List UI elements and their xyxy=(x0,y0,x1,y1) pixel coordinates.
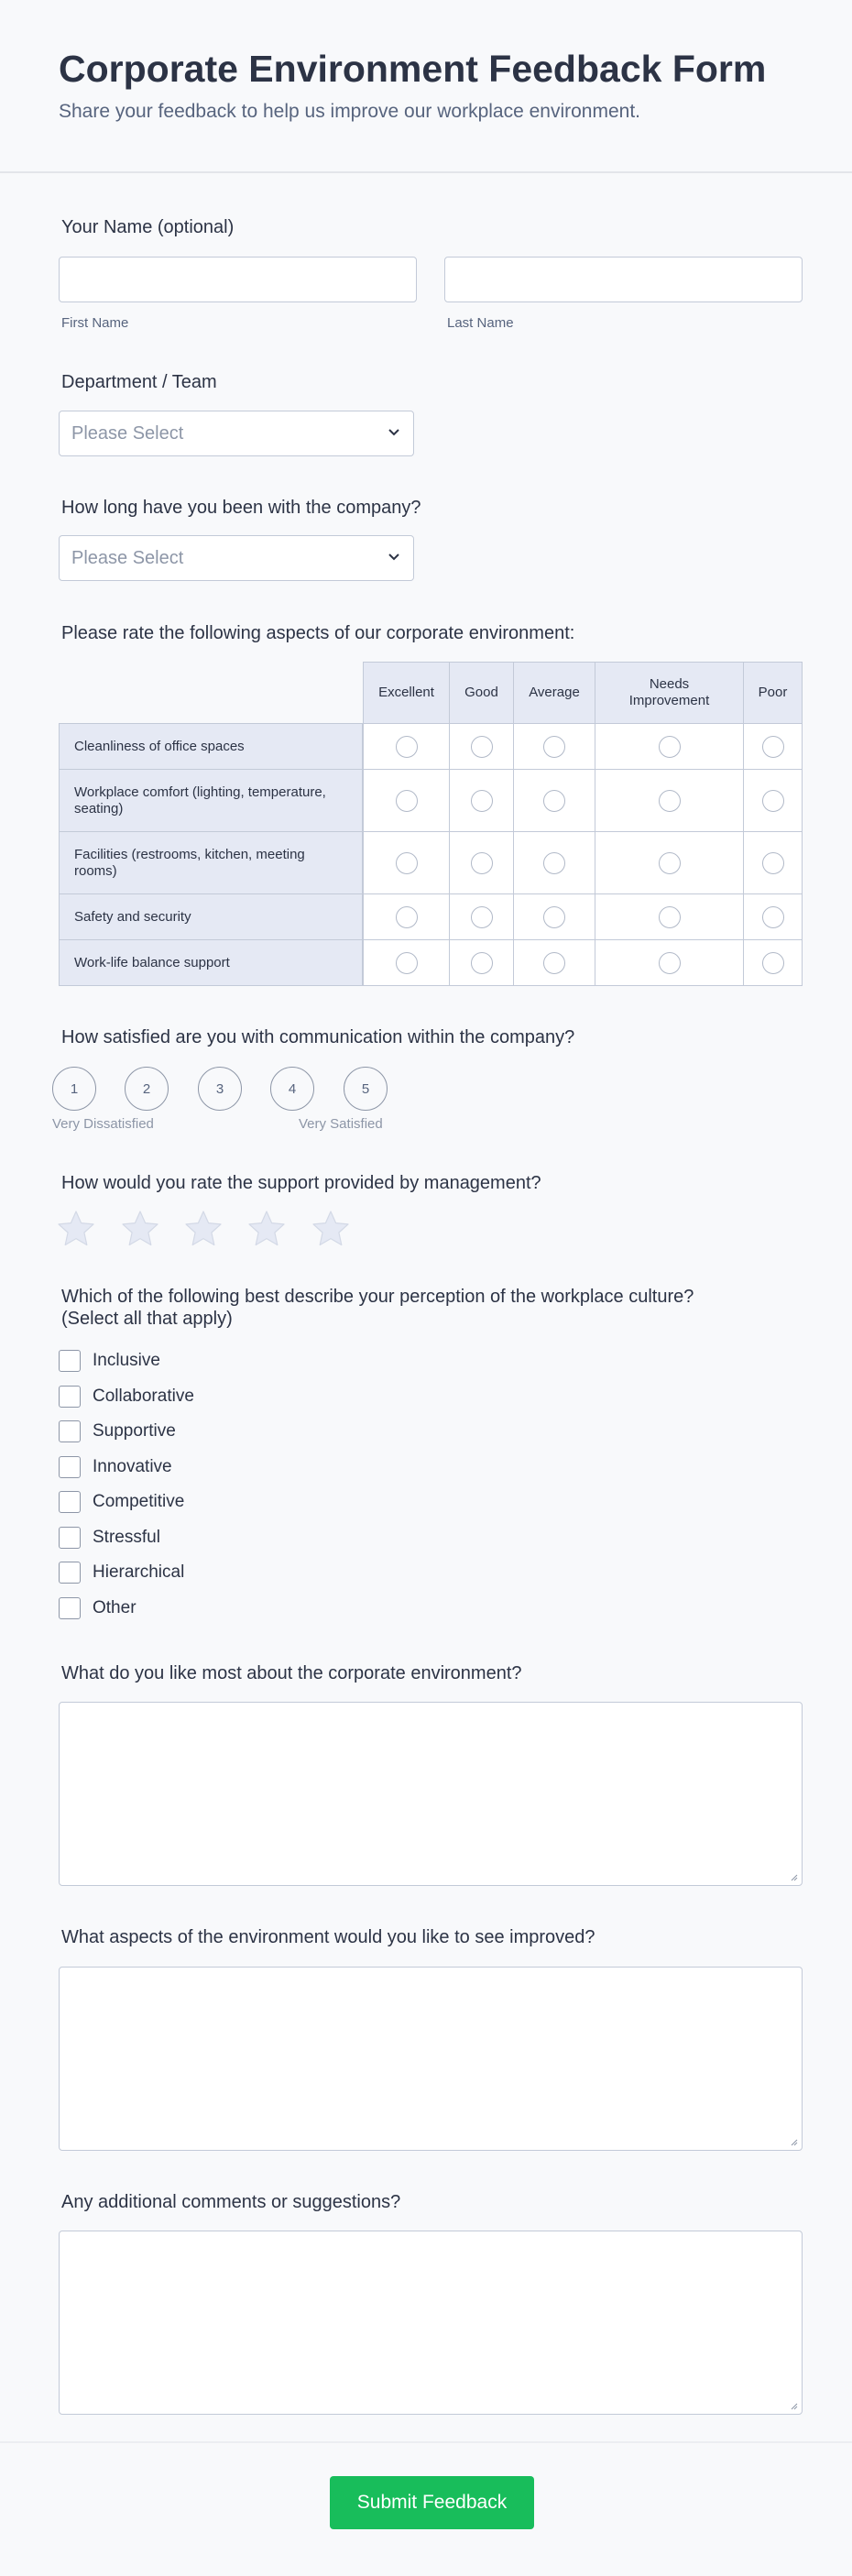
matrix-radio-r4-c4[interactable] xyxy=(659,906,681,928)
chevron-down-icon xyxy=(388,428,400,437)
matrix-cell xyxy=(449,769,514,832)
matrix-cell xyxy=(513,723,595,770)
matrix-cell xyxy=(449,939,514,986)
resize-grip-icon[interactable] xyxy=(789,2401,798,2410)
matrix-row-work-life: Work-life balance support xyxy=(59,939,363,986)
matrix-col-excellent: Excellent xyxy=(363,662,450,724)
matrix-cell xyxy=(363,893,450,940)
form-subtitle: Share your feedback to help us improve our workplace environment. xyxy=(59,101,641,122)
communication-label: How satisfied are you with communication within the company? xyxy=(61,1027,575,1047)
checkbox-label: Inclusive xyxy=(93,1351,160,1370)
matrix-radio-r5-c5[interactable] xyxy=(762,952,784,974)
matrix-cell xyxy=(743,939,803,986)
name-label: Your Name (optional) xyxy=(61,217,235,237)
matrix-radio-r3-c5[interactable] xyxy=(762,852,784,874)
matrix-radio-r2-c3[interactable] xyxy=(543,790,565,812)
matrix-radio-r4-c1[interactable] xyxy=(396,906,418,928)
matrix-cell xyxy=(513,939,595,986)
star-icon[interactable] xyxy=(247,1210,286,1248)
chevron-down-icon xyxy=(388,553,400,562)
matrix-cell xyxy=(363,831,450,894)
checkbox[interactable] xyxy=(59,1386,81,1408)
matrix-cell xyxy=(363,939,450,986)
matrix-cell xyxy=(513,893,595,940)
checkbox-label: Supportive xyxy=(93,1421,176,1441)
matrix-radio-r1-c5[interactable] xyxy=(762,736,784,758)
matrix-radio-r1-c1[interactable] xyxy=(396,736,418,758)
checkbox[interactable] xyxy=(59,1491,81,1513)
matrix-cell xyxy=(449,723,514,770)
matrix-cell xyxy=(743,893,803,940)
matrix-radio-r3-c2[interactable] xyxy=(471,852,493,874)
tenure-select[interactable] xyxy=(59,535,414,581)
department-select[interactable] xyxy=(59,411,414,456)
improve-label: What aspects of the environment would you like to see improved? xyxy=(61,1927,595,1947)
matrix-cell xyxy=(595,723,744,770)
submit-button[interactable]: Submit Feedback xyxy=(330,2476,534,2529)
scale-option-5[interactable]: 5 xyxy=(344,1067,388,1111)
checkbox-label: Other xyxy=(93,1598,137,1617)
matrix-radio-r1-c4[interactable] xyxy=(659,736,681,758)
last-name-input[interactable] xyxy=(444,257,803,302)
matrix-radio-r3-c4[interactable] xyxy=(659,852,681,874)
matrix-cell xyxy=(595,769,744,832)
matrix-cell xyxy=(743,723,803,770)
department-label: Department / Team xyxy=(61,372,217,392)
matrix-radio-r3-c1[interactable] xyxy=(396,852,418,874)
matrix-radio-r3-c3[interactable] xyxy=(543,852,565,874)
matrix-cell xyxy=(513,831,595,894)
matrix-radio-r2-c4[interactable] xyxy=(659,790,681,812)
first-name-input[interactable] xyxy=(59,257,417,302)
like-most-label: What do you like most about the corporate environment? xyxy=(61,1663,522,1683)
matrix-radio-r1-c3[interactable] xyxy=(543,736,565,758)
matrix-col-good: Good xyxy=(449,662,514,724)
scale-low-label: Very Dissatisfied xyxy=(52,1116,154,1132)
first-name-sublabel: First Name xyxy=(61,315,129,331)
matrix-cell xyxy=(363,723,450,770)
checkbox[interactable] xyxy=(59,1350,81,1372)
matrix-radio-r5-c1[interactable] xyxy=(396,952,418,974)
matrix-radio-r4-c3[interactable] xyxy=(543,906,565,928)
matrix-cell xyxy=(595,939,744,986)
checkbox-label: Innovative xyxy=(93,1457,172,1476)
matrix-col-poor: Poor xyxy=(743,662,803,724)
resize-grip-icon[interactable] xyxy=(789,2137,798,2146)
matrix-row-facilities: Facilities (restrooms, kitchen, meeting rooms) xyxy=(59,831,363,894)
scale-option-2[interactable]: 2 xyxy=(125,1067,169,1111)
matrix-radio-r5-c4[interactable] xyxy=(659,952,681,974)
comments-label: Any additional comments or suggestions? xyxy=(61,2192,401,2212)
matrix-cell xyxy=(363,769,450,832)
checkbox-label: Stressful xyxy=(93,1528,160,1547)
matrix-radio-r5-c3[interactable] xyxy=(543,952,565,974)
matrix-col-needs-improvement: Needs Improvement xyxy=(595,662,744,724)
matrix-cell xyxy=(743,831,803,894)
comments-textarea[interactable] xyxy=(59,2231,803,2415)
form-header xyxy=(0,0,852,173)
checkbox[interactable] xyxy=(59,1420,81,1442)
scale-option-1[interactable]: 1 xyxy=(52,1067,96,1111)
like-most-textarea[interactable] xyxy=(59,1702,803,1886)
matrix-label: Please rate the following aspects of our corporate environment: xyxy=(61,623,575,643)
matrix-cell xyxy=(513,769,595,832)
checkbox[interactable] xyxy=(59,1527,81,1549)
star-icon[interactable] xyxy=(311,1210,350,1248)
matrix-cell xyxy=(595,893,744,940)
culture-label-line2: (Select all that apply) xyxy=(61,1309,233,1329)
matrix-radio-r4-c2[interactable] xyxy=(471,906,493,928)
management-label: How would you rate the support provided by management? xyxy=(61,1173,541,1193)
matrix-radio-r2-c5[interactable] xyxy=(762,790,784,812)
checkbox[interactable] xyxy=(59,1456,81,1478)
last-name-sublabel: Last Name xyxy=(447,315,514,331)
matrix-row-cleanliness: Cleanliness of office spaces xyxy=(59,723,363,770)
matrix-cell xyxy=(743,769,803,832)
checkbox-label: Hierarchical xyxy=(93,1562,185,1582)
star-icon[interactable] xyxy=(184,1210,223,1248)
matrix-radio-r4-c5[interactable] xyxy=(762,906,784,928)
scale-option-4[interactable]: 4 xyxy=(270,1067,314,1111)
scale-option-3[interactable]: 3 xyxy=(198,1067,242,1111)
tenure-placeholder: Please Select xyxy=(71,548,184,568)
matrix-radio-r1-c2[interactable] xyxy=(471,736,493,758)
matrix-cell xyxy=(595,831,744,894)
scale-high-label: Very Satisfied xyxy=(299,1116,383,1132)
matrix-cell xyxy=(449,831,514,894)
department-placeholder: Please Select xyxy=(71,423,184,444)
matrix-cell xyxy=(449,893,514,940)
resize-grip-icon[interactable] xyxy=(789,1872,798,1881)
checkbox[interactable] xyxy=(59,1597,81,1619)
checkbox[interactable] xyxy=(59,1562,81,1584)
culture-label-line1: Which of the following best describe your perception of the workplace culture? xyxy=(61,1287,694,1307)
matrix-row-comfort: Workplace comfort (lighting, temperature, seating) xyxy=(59,769,363,832)
matrix-col-average: Average xyxy=(513,662,595,724)
matrix-row-safety: Safety and security xyxy=(59,893,363,940)
star-icon[interactable] xyxy=(121,1210,159,1248)
star-icon[interactable] xyxy=(57,1210,95,1248)
form-title: Corporate Environment Feedback Form xyxy=(59,48,767,90)
checkbox-label: Collaborative xyxy=(93,1387,194,1406)
improve-textarea[interactable] xyxy=(59,1967,803,2151)
matrix-radio-r5-c2[interactable] xyxy=(471,952,493,974)
matrix-radio-r2-c2[interactable] xyxy=(471,790,493,812)
matrix-radio-r2-c1[interactable] xyxy=(396,790,418,812)
tenure-label: How long have you been with the company? xyxy=(61,498,421,518)
checkbox-label: Competitive xyxy=(93,1492,185,1511)
